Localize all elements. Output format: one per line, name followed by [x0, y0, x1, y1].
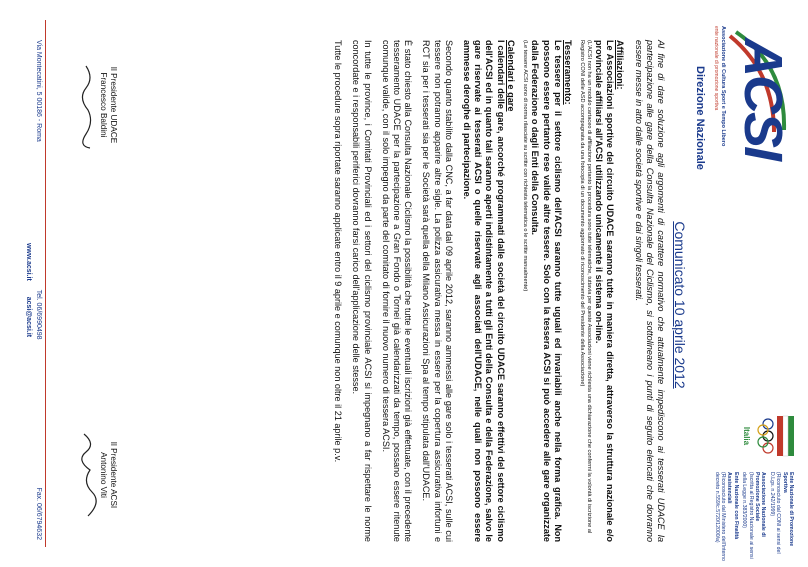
body-paragraph: Secondo quanto stabilito dalla CNC, a far data dal 09 aprile 2012, saranno ammessi alle gare solo i tesserati ACSI, sulle cui tessere non potranno apparire altre sigle. La polizza assicurativa messa in essere per la copertura assicurativa infortuni e RCT sia per i tesserati sia per le Società sarà quella della Milano Assicurazioni Spa al tempo stipulata dall'UDACE. — [421, 40, 454, 542]
footer-address: Via Montecatini, 5 00186 - Roma — [35, 40, 42, 142]
body-paragraph: Tutte le procedure sopra riportate saranno applicate entro il 9 aprile e comunque non oltre il 21 aprile p.v. — [333, 40, 344, 463]
affiliazioni-note: (L'ACSI non ha un modulo cartaceo di affiliazione pertanto la procedura sono tutte telematiche, tuttavia per queste Associazioni viene richiesta una dichiarazione che confermi la volontà di iscrizione al Registro CONI delle ASD accompagnata da una fotocopia di un documento aggiornato di riconoscimento del Presidente della Associazione) — [579, 40, 592, 534]
ente-line: (Iscritta al Registro Nazionale ai sensi della Legge n.383/2000) — [741, 472, 754, 559]
document-body — [332, 40, 666, 542]
intro-paragraph: Al fine di dare soluzione agli argomenti di carattere normativo che attualmente impediscono ai tesserati UDACE la partecipazione alle gare della Consulta Nazionale del Ciclismo, si sottolineano i punti di seguito elencati che dovranno essere messe in atto dalle società sportive e dai singoli tesserati. — [633, 40, 666, 542]
affiliazioni-heading: Affiliazioni: — [615, 40, 626, 90]
footer-website[interactable]: www.acsi.it — [25, 242, 32, 281]
ente-line: (Riconosciuto dal CONI ai sensi del D.Lgs. n.242/1999) — [768, 472, 782, 554]
signature-name: Francesco Baldini — [99, 72, 108, 138]
signature-name: Antonino Viti — [99, 452, 108, 498]
ente-line: Associazione Nazionale di Promozione Sociale — [753, 472, 767, 537]
logo-text: ACSI — [733, 38, 793, 160]
tesseramento-text: Le tessere per il settore ciclismo dell'ACSI saranno tutte uguali ed invariabili anche nella forma grafica. Non possono essere pertanto rese valide altre tessere. Solo con la tessera ACSI si può accedere alle gare organizzate dalla Federazione o dagli Enti della Consulta. — [530, 40, 563, 542]
olympic-rings-icon — [756, 408, 796, 464]
tesseramento-note: (Le tessere ACSI sono di norma rilasciate su scritte con richiesta telematica o le scritte manualmente) — [522, 40, 529, 292]
footer-email[interactable]: acsi@acsi.it — [25, 296, 32, 338]
association-name: Associazione di Cultura Sport e Tempo Libero — [720, 26, 726, 147]
footer-fax: Fax. 06/6794632 — [35, 487, 42, 540]
affiliazioni-text: Le Associazioni sportive del circuito UDACE saranno tutte in maniera diretta, attraverso la struttura nazionale e/o provinciale affiliarsi all'ACSI utilizzando unicamente il sistema on-line. — [594, 40, 616, 542]
signature-right — [77, 410, 118, 540]
ente-line: Ente Nazionale di Promozione Sportiva — [781, 472, 794, 547]
body-paragraph: È stato chiesto alla Consulta Nazionale Ciclismo la possibilità che tutte le eventuali iscrizioni già effettuate, con il precedente tesseramento UDACE per la partecipazione a Gran Fondo o Tornei già calendarizzati da tempo, possano essere ritenute comunque valide, con il solo impegno da parte del comitato di fornire il nuovo numero di tessera ACSI. — [380, 40, 414, 542]
footer — [25, 40, 42, 540]
calendari-text: I calendari delle gare, ancorché programmati dalle società del circuito UDACE saranno effettivi del settore ciclismo dell'ACSI ed in quanto tali saranno aperti indistintamente a tutti gli Enti della Consulta e della Federazione, salvo le gare riservate ai tesserati ACSI o quelle riservate agli associati dell'UDACE, nelle quali non possono essere ammesse deroghe di partecipazione. — [461, 40, 506, 542]
coni-logo — [732, 408, 796, 464]
tesseramento-heading: Tesseramento: — [562, 40, 573, 105]
ente-line: (Riconosciuto dal Ministero dell'Interno decreto n.559/c.5720/12000/a) — [713, 472, 726, 561]
signature-left — [77, 40, 118, 170]
signature-role: Il Presidente ACSI — [109, 441, 118, 509]
coni-label: Italia — [742, 426, 751, 446]
footer-tel: Tel. 06/6990498 — [35, 289, 42, 340]
body-paragraph: In tutte le province, i Comitati Provinciali ed i settori del ciclismo provinciale ACSI si impegnano a far rispettare le norme concordate e i responsabili periferici dovranno farsi carico dell'applicazione delle stesse. — [351, 40, 373, 542]
association-subtitle: ente nazionale di promozione sportiva — [713, 26, 719, 111]
department-label: Direzione Nazionale — [694, 66, 706, 170]
footer-divider — [45, 20, 46, 547]
ente-info — [713, 472, 794, 562]
document-title: Comunicato 10 aprile 2012 — [672, 221, 688, 389]
handwritten-signature-icon — [80, 430, 98, 520]
ente-line: Ente Nazionale con Finalità Assistenziali — [726, 472, 739, 540]
handwritten-signature-icon — [80, 60, 98, 150]
signature-role: Il Presidente UDACE — [109, 66, 118, 144]
calendari-heading: Calendari e gare — [505, 40, 516, 112]
